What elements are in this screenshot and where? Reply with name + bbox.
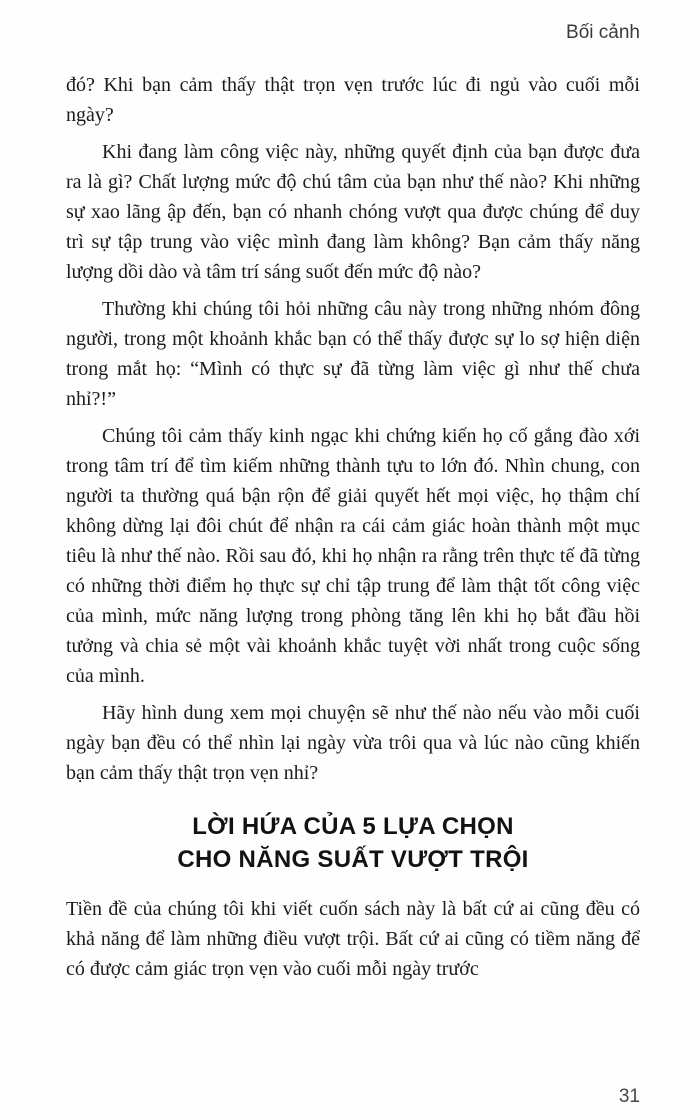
paragraph: Khi đang làm công việc này, những quyết định của bạn được đưa ra là gì? Chất lượng mức độ chú tâm của bạn như thế nào? Khi những sự xao lãng ập đến, bạn có nhanh chóng vượt qua được chúng để duy trì sự tập trung vào việc mình đang làm không? Bạn cảm thấy năng lượng dồi dào và tâm trí sáng suốt đến mức độ nào? xyxy=(66,141,640,283)
section-heading-line-2: CHO NĂNG SUẤT VƯỢT TRỘI xyxy=(177,846,529,873)
section-heading xyxy=(66,810,640,876)
paragraph: Hãy hình dung xem mọi chuyện sẽ như thế nào nếu vào mỗi cuối ngày bạn đều có thể nhìn lại ngày vừa trôi qua và lúc nào cũng khiến bạn cảm thấy thật trọn vẹn nhỉ? xyxy=(66,702,640,784)
page-content xyxy=(66,70,640,991)
paragraph: đó? Khi bạn cảm thấy thật trọn vẹn trước lúc đi ngủ vào cuối mỗi ngày? xyxy=(66,74,640,126)
section-heading-line-1: LỜI HỨA CỦA 5 LỰA CHỌN xyxy=(192,813,514,840)
paragraph: Chúng tôi cảm thấy kinh ngạc khi chứng kiến họ cố gắng đào xới trong tâm trí để tìm kiếm những thành tựu to lớn đó. Nhìn chung, con người ta thường quá bận rộn để giải quyết hết mọi việc, họ thậm chí không dừng lại đôi chút để nhận ra cái cảm giác hoàn thành một mục tiêu là như thế nào. Rồi sau đó, khi họ nhận ra rằng trên thực tế đã từng có những thời điểm họ thực sự chỉ tập trung để làm thật tốt công việc của mình, mức năng lượng trong phòng tăng lên khi họ bắt đầu hồi tưởng và chia sẻ một vài khoảnh khắc tuyệt vời nhất trong cuộc sống của mình. xyxy=(66,425,640,687)
paragraph: Tiền đề của chúng tôi khi viết cuốn sách này là bất cứ ai cũng đều có khả năng để làm những điều vượt trội. Bất cứ ai cũng có tiềm năng để có được cảm giác trọn vẹn vào cuối mỗi ngày trước xyxy=(66,898,640,980)
page-number: 31 xyxy=(618,1086,640,1107)
paragraph: Thường khi chúng tôi hỏi những câu này trong những nhóm đông người, trong một khoảnh khắc bạn có thể thấy được sự lo sợ hiện diện trong mắt họ: “Mình có thực sự đã từng làm việc gì như thế chưa nhỉ?!” xyxy=(66,298,640,410)
running-header: Bối cảnh xyxy=(566,22,640,43)
